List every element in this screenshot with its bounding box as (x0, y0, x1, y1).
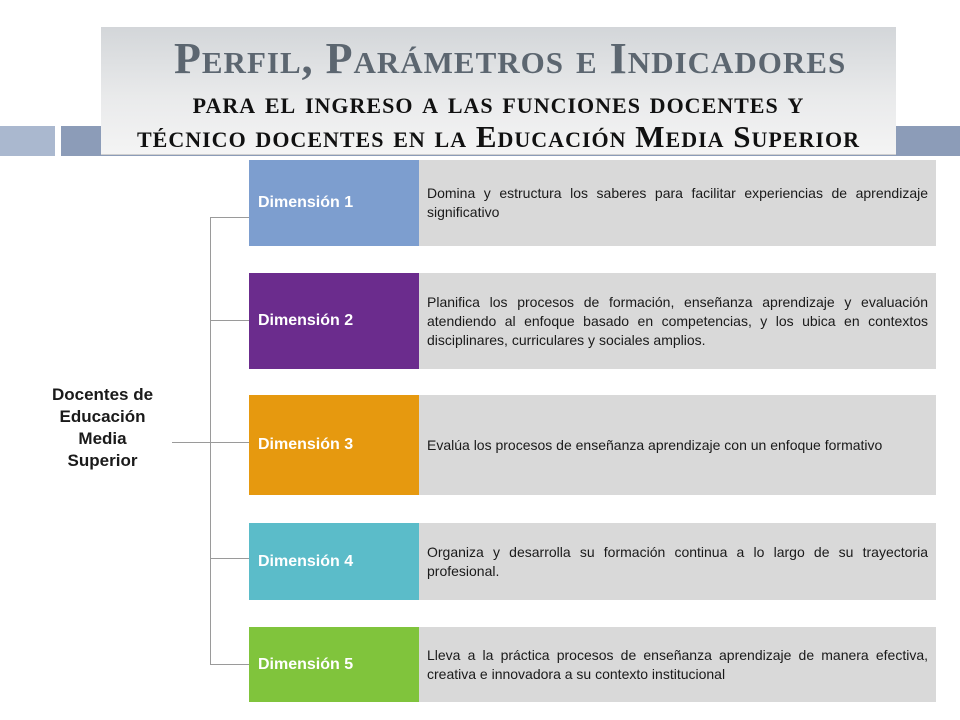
title-banner (101, 27, 896, 155)
connector-trunk (210, 217, 211, 665)
connector-root (172, 442, 211, 443)
connector-branch-3 (210, 442, 249, 443)
dimension-description-3 (419, 395, 936, 495)
dimension-row-3 (249, 395, 936, 495)
dimension-description-text-5: Lleva a la práctica procesos de enseñanza aprendizaje de manera efectiva, creativa e innovadora a su contexto institucional (427, 646, 928, 682)
dimension-label-2: Dimensión 2 (249, 273, 419, 369)
connector-branch-2 (210, 320, 249, 321)
dimension-row-4 (249, 523, 936, 600)
dimension-description-text-2: Planifica los procesos de formación, enseñanza aprendizaje y evaluación atendiendo al enfoque basado en competencias, y los ubica en contextos disciplinares, curriculares y sociales amplios. (427, 293, 928, 348)
root-label-line-4: Superior (67, 451, 138, 470)
banner-subtitle-line-2: técnico docentes en la Educación Media Superior (137, 119, 860, 154)
connector-branch-1 (210, 217, 249, 218)
dimension-description-1 (419, 160, 936, 246)
connector-branch-4 (210, 558, 249, 559)
dimension-description-text-4: Organiza y desarrolla su formación continua a lo largo de su trayectoria profesional. (427, 543, 928, 579)
header-decor-gap (55, 126, 61, 156)
dimension-label-1: Dimensión 1 (249, 160, 419, 246)
dimension-label-5: Dimensión 5 (249, 627, 419, 702)
banner-title: Perfil, Parámetros e Indicadores (174, 34, 847, 83)
dimension-description-text-3: Evalúa los procesos de enseñanza aprendizaje con un enfoque formativo (427, 436, 883, 453)
dimension-label-4: Dimensión 4 (249, 523, 419, 600)
dimension-description-text-1: Domina y estructura los saberes para facilitar experiencias de aprendizaje significativo (427, 185, 928, 220)
root-label-line-1: Docentes de (51, 385, 154, 404)
dimension-row-5 (249, 627, 936, 702)
dimension-description-2 (419, 273, 936, 369)
dimension-description-4 (419, 523, 936, 600)
dimension-row-2 (249, 273, 936, 369)
header-decor-square (0, 126, 55, 156)
banner-subtitle-line-1: para el ingreso a las funciones docentes y (192, 85, 805, 120)
root-label-line-2: Educación (59, 407, 146, 426)
root-node (30, 384, 175, 472)
dimension-label-3: Dimensión 3 (249, 395, 419, 495)
connector-branch-5 (210, 664, 249, 665)
dimension-description-5 (419, 627, 936, 702)
root-label-line-3: Media (78, 429, 127, 448)
dimension-row-1 (249, 160, 936, 246)
